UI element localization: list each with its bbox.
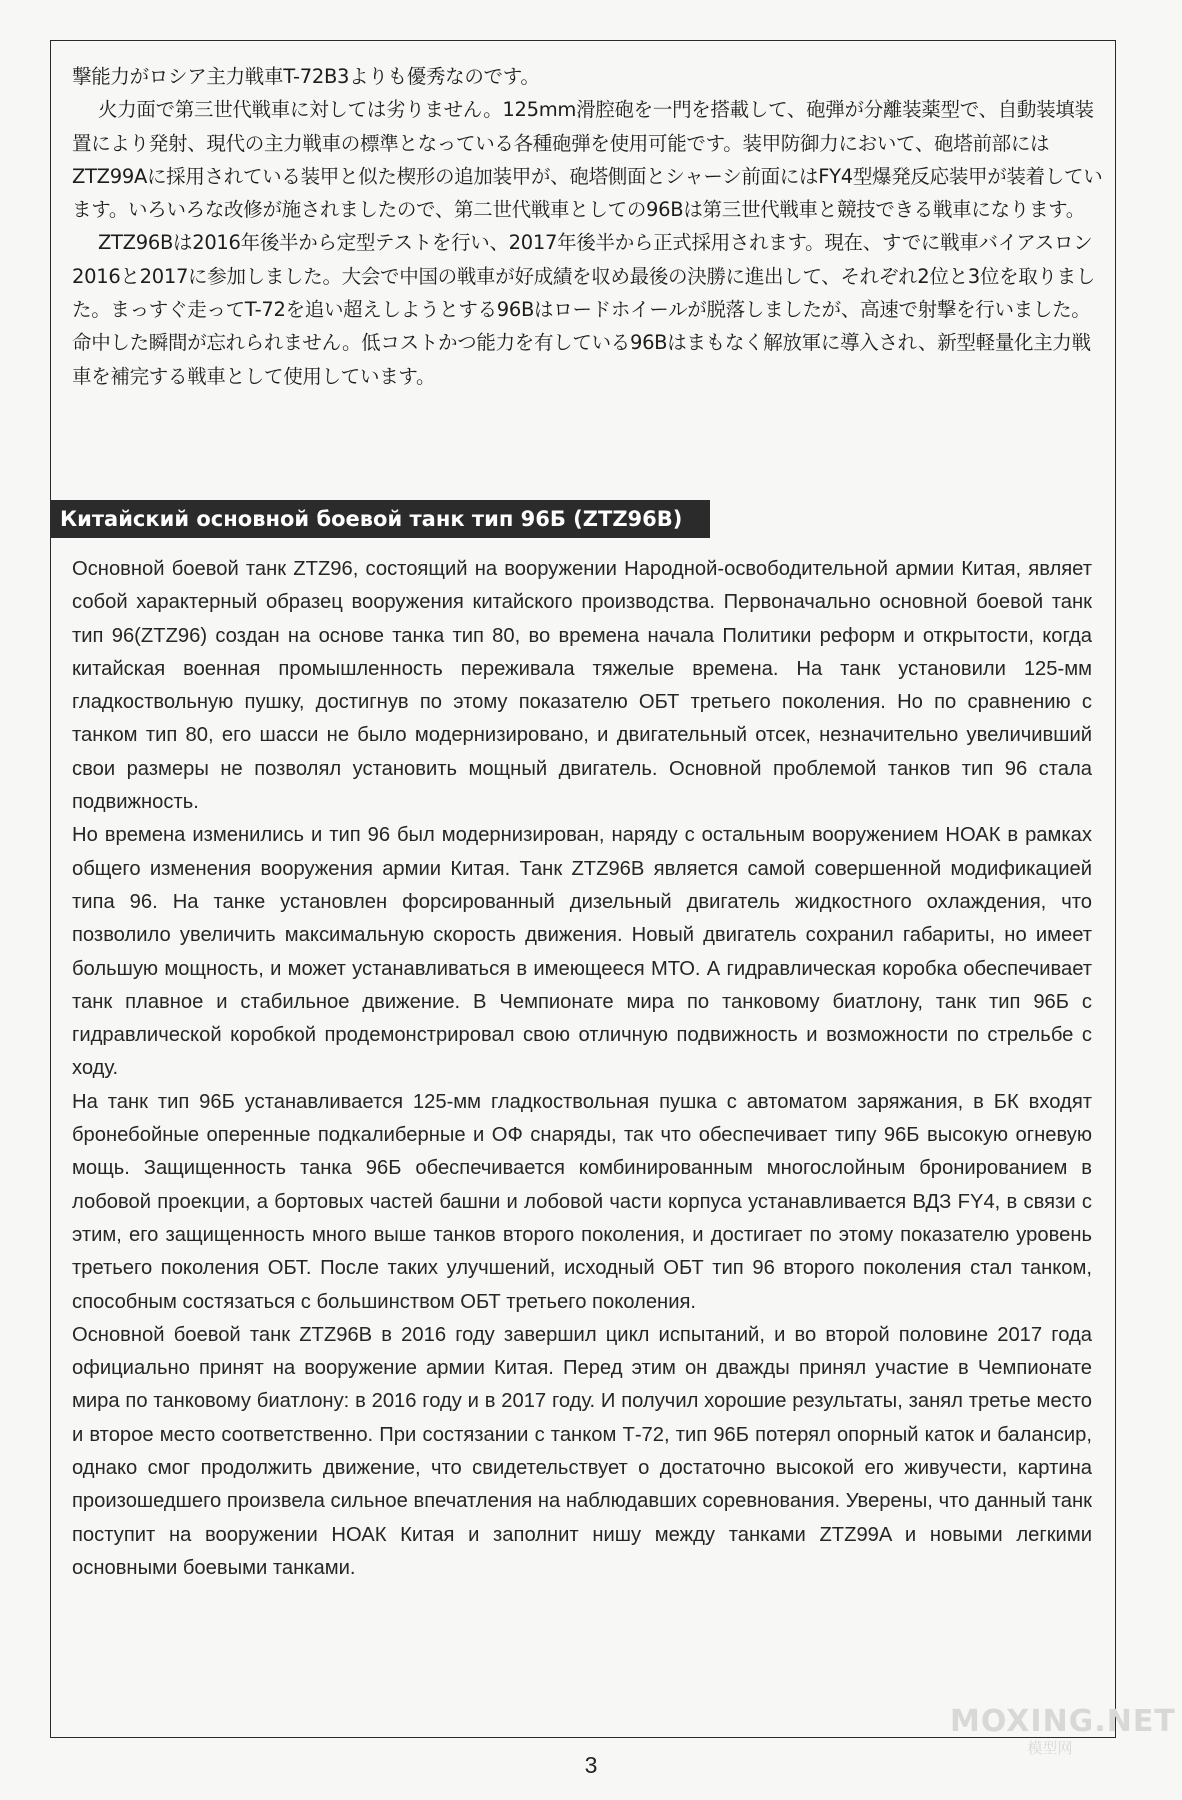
japanese-text-block [72,60,1108,393]
russian-text-block [72,553,1092,1585]
watermark-sub-text: 模型网 [1027,1739,1073,1757]
watermark-main-text: MOXING.NET [950,1704,1176,1739]
russian-paragraph: На танк тип 96Б устанавливается 125-мм гладкоствольная пушка с автоматом заряжания, в БК входят бронебойные оперенные подкалиберные и ОФ снаряды, так что обеспечивает типу 96Б высокую огневую мощь. Защищенность танка 96Б обеспечивается комбинированным многослойным бронированием в лобовой проекции, а бортовых частей башни и лобовой части корпуса устанавливается ВДЗ FY4, в связи с этим, его защищенность много выше танков второго поколения, и достигает по этому показателю уровень третьего поколения ОБТ. После таких улучшений, исходный ОБТ тип 96 второго поколения стал танком, способным состязаться с большинством ОБТ третьего поколения. [72,1090,1092,1313]
japanese-paragraph: ZTZ96Bは2016年後半から定型テストを行い、2017年後半から正式採用されます。現在、すでに戦車バイアスロン2016と2017に参加しました。大会で中国の戦車が好成績を収め最後の決勝に進出して、それぞれ2位と3位を取りました。まっすぐ走ってT-72を追い超えしようとする96Bはロードホイールが脱落しましたが、高速で射撃を行いました。命中した瞬間が忘れられません。低コストかつ能力を有している96Bはまもなく解放軍に導入され、新型軽量化主力戦車を補完する戦車として使用しています。 [72,231,1096,388]
russian-paragraph: Основной боевой танк ZTZ96В в 2016 году завершил цикл испытаний, и во второй половине 2017 года официально принят на вооружение армии Китая. Перед этим он дважды принял участие в Чемпионате мира по танковому биатлону: в 2016 году и в 2017 году. И получил хорошие результаты, занял третье место и второе место соответственно. При состязании с танком Т-72, тип 96Б потерял опорный каток и балансир, однако смог продолжить движение, что свидетельствует о достаточно высокой его живучести, картина произошедшего произвела сильное впечатления на наблюдавших соревнования. Уверены, что данный танк поступит на вооружении НОАК Китая и заполнит нишу между танками ZTZ99A и новыми легкими основными боевыми танками. [72,1323,1092,1579]
japanese-paragraph: 撃能力がロシア主力戦車T-72B3よりも優秀なのです。 [72,65,540,88]
russian-paragraph: Основной боевой танк ZTZ96, состоящий на вооружении Народной-освободительной армии Китая, являет собой характерный образец вооружения китайского производства. Первоначально основной боевой танк тип 96(ZTZ96) создан на основе танка тип 80, во времена начала Политики реформ и открытости, когда китайская военная промышленность переживала тяжелые времена. На танк установили 125-мм гладкоствольную пушку, достигнув по этому показателю ОБТ третьего поколения. Но по сравнению с танком тип 80, его шасси не было модернизировано, и двигательный отсек, незначительно увеличивший свои размеры не позволял установить мощный двигатель. Основной проблемой танков тип 96 стала подвижность. [72,558,1092,814]
section-title: Китайский основной боевой танк тип 96Б (ZTZ96B) [50,500,710,538]
japanese-paragraph: 火力面で第三世代戦車に対しては劣りません。125mm滑腔砲を一門を搭載して、砲弾が分離装薬型で、自動装填装置により発射、現代の主力戦車の標準となっている各種砲弾を使用可能です。装甲防御力において、砲塔前部にはZTZ99Aに採用されている装甲と似た楔形の追加装甲が、砲塔側面とシャーシ前面にはFY4型爆発反応装甲が装着しています。いろいろな改修が施されましたので、第二世代戦車としての96Bは第三世代戦車と競技できる戦車になります。 [72,98,1103,222]
watermark-logo [950,1704,1176,1757]
page-number: 3 [584,1752,598,1778]
russian-paragraph: Но времена изменились и тип 96 был модернизирован, наряду с остальным вооружением НОАК в рамках общего изменения вооружения армии Китая. Танк ZTZ96В является самой совершенной модификацией типа 96. На танке установлен форсированный дизельный двигатель жидкостного охлаждения, что позволило увеличить максимальную скорость движения. Новый двигатель сохранил габариты, но имеет большую мощность, и может устанавливаться в имеющееся МТО. А гидравлическая коробка обеспечивает танк плавное и стабильное движение. В Чемпионате мира по танковому биатлону, танк тип 96Б с гидравлической коробкой продемонстрировал свою отличную подвижность и возможности по стрельбе с ходу. [72,824,1092,1080]
